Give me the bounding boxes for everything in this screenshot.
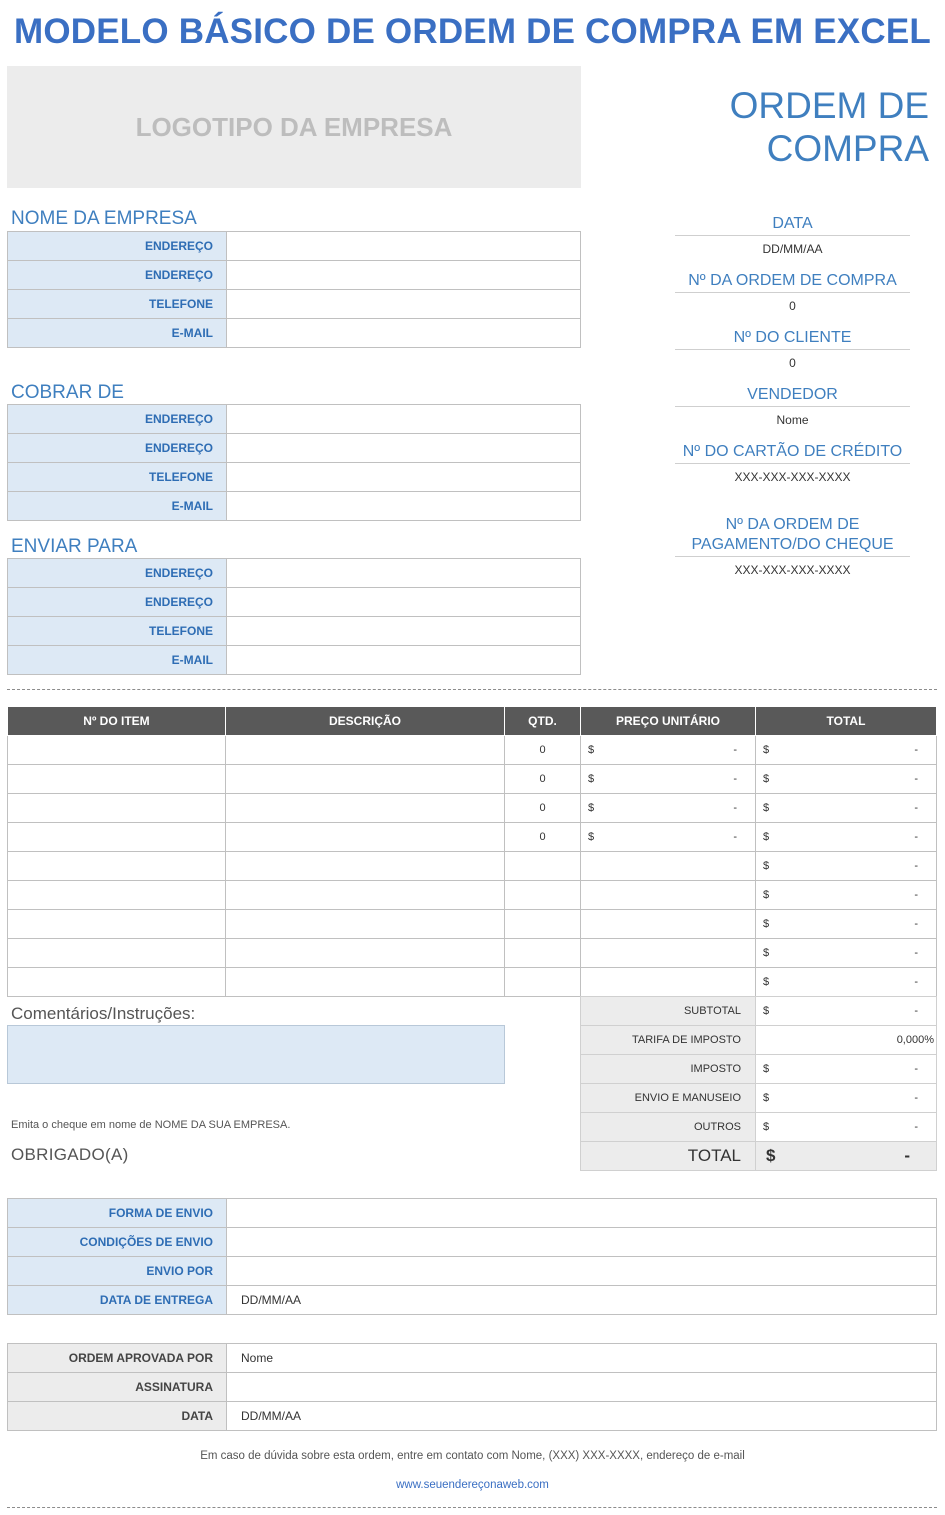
table-row	[8, 910, 937, 939]
tax-rate-label: TARIFA DE IMPOSTO	[581, 1026, 756, 1055]
quantity-cell[interactable]	[505, 881, 581, 910]
ship-email-label: E-MAIL	[8, 646, 227, 675]
check-number-label-line1: Nº DA ORDEM DE	[725, 516, 860, 533]
line-total-cell: $ -	[756, 765, 937, 794]
unit-price-cell[interactable]: $ -	[581, 823, 756, 852]
unit-price-cell[interactable]: $ -	[581, 736, 756, 765]
date-label: DATA	[675, 214, 910, 236]
company-phone-field[interactable]	[227, 290, 581, 319]
grand-total-label: TOTAL	[581, 1142, 756, 1171]
approved-by-label: ORDEM APROVADA POR	[8, 1344, 227, 1373]
items-body	[8, 736, 937, 997]
description-cell[interactable]	[226, 852, 505, 881]
grand-total-value: $ -	[756, 1142, 937, 1171]
tax-label: IMPOSTO	[581, 1055, 756, 1084]
description-cell[interactable]	[226, 823, 505, 852]
item-number-cell[interactable]	[8, 968, 226, 997]
quantity-cell[interactable]: 0	[505, 765, 581, 794]
quantity-cell[interactable]: 0	[505, 736, 581, 765]
shipping-terms-field[interactable]	[227, 1228, 937, 1257]
bill-email-field[interactable]	[227, 492, 581, 521]
table-row	[8, 823, 937, 852]
bill-address2-label: ENDEREÇO	[8, 434, 227, 463]
company-address-field[interactable]	[227, 232, 581, 261]
check-number-label-line2: PAGAMENTO/DO CHEQUE	[691, 536, 894, 553]
side-po-block	[675, 271, 910, 313]
side-client-block	[675, 328, 910, 370]
table-row	[8, 794, 937, 823]
shipping-handling-value[interactable]: $ -	[756, 1084, 937, 1113]
description-cell[interactable]	[226, 881, 505, 910]
page-title: MODELO BÁSICO DE ORDEM DE COMPRA EM EXCEL	[14, 12, 931, 51]
table-row	[8, 765, 937, 794]
item-number-cell[interactable]	[8, 881, 226, 910]
bill-phone-label: TELEFONE	[8, 463, 227, 492]
delivery-date-field[interactable]: DD/MM/AA	[227, 1286, 937, 1315]
shipped-by-label: ENVIO POR	[8, 1257, 227, 1286]
description-cell[interactable]	[226, 968, 505, 997]
side-seller-block	[675, 385, 910, 427]
company-info-table	[7, 231, 581, 348]
check-number-label	[675, 515, 910, 557]
side-check-block	[675, 515, 910, 577]
website-link[interactable]: www.seuendereçonaweb.com	[396, 1479, 549, 1491]
bill-address-field[interactable]	[227, 405, 581, 434]
shipping-method-label: FORMA DE ENVIO	[8, 1199, 227, 1228]
unit-price-cell[interactable]	[581, 968, 756, 997]
description-cell[interactable]	[226, 910, 505, 939]
ship-address-field[interactable]	[227, 559, 581, 588]
company-address2-field[interactable]	[227, 261, 581, 290]
item-number-cell[interactable]	[8, 765, 226, 794]
shipping-handling-label: ENVIO E MANUSEIO	[581, 1084, 756, 1113]
approval-table	[7, 1343, 937, 1431]
company-logo-placeholder	[7, 66, 581, 188]
side-card-block	[675, 442, 910, 484]
delivery-date-label: DATA DE ENTREGA	[8, 1286, 227, 1315]
date-value[interactable]: DD/MM/AA	[762, 242, 823, 256]
item-number-cell[interactable]	[8, 910, 226, 939]
description-cell[interactable]	[226, 939, 505, 968]
description-cell[interactable]	[226, 765, 505, 794]
shipping-terms-label: CONDIÇÕES DE ENVIO	[8, 1228, 227, 1257]
quantity-cell[interactable]	[505, 910, 581, 939]
ship-to-table	[7, 558, 581, 675]
ship-phone-label: TELEFONE	[8, 617, 227, 646]
line-total-cell: $ -	[756, 910, 937, 939]
shipping-table	[7, 1198, 937, 1315]
payment-note: Emita o cheque em nome de NOME DA SUA EMPRESA.	[11, 1119, 291, 1131]
totals-table	[580, 996, 937, 1171]
bill-to-heading: COBRAR DE	[11, 382, 124, 403]
table-row	[8, 736, 937, 765]
quantity-cell[interactable]: 0	[505, 823, 581, 852]
description-cell[interactable]	[226, 794, 505, 823]
po-number-value[interactable]: 0	[789, 299, 796, 313]
side-date-block	[675, 214, 910, 256]
item-number-cell[interactable]	[8, 852, 226, 881]
po-number-label: Nº DA ORDEM DE COMPRA	[675, 271, 910, 293]
subtotal-label: SUBTOTAL	[581, 997, 756, 1026]
company-address-label: ENDEREÇO	[8, 232, 227, 261]
unit-price-cell[interactable]	[581, 852, 756, 881]
bill-to-table	[7, 404, 581, 521]
table-row	[8, 939, 937, 968]
company-phone-label: TELEFONE	[8, 290, 227, 319]
item-number-cell[interactable]	[8, 794, 226, 823]
bill-phone-field[interactable]	[227, 463, 581, 492]
contact-footer: Em caso de dúvida sobre esta ordem, entre em contato com Nome, (XXX) XXX-XXXX, endereço de e-mail	[200, 1450, 745, 1462]
comments-input[interactable]	[7, 1025, 505, 1084]
unit-price-cell[interactable]	[581, 939, 756, 968]
table-row	[8, 852, 937, 881]
quantity-header: QTD.	[505, 707, 581, 736]
bill-address-label: ENDEREÇO	[8, 405, 227, 434]
company-email-label: E-MAIL	[8, 319, 227, 348]
approved-by-field[interactable]: Nome	[227, 1344, 937, 1373]
ship-address2-field[interactable]	[227, 588, 581, 617]
quantity-cell[interactable]	[505, 852, 581, 881]
signature-label: ASSINATURA	[8, 1373, 227, 1402]
line-total-cell: $ -	[756, 852, 937, 881]
ship-address-label: ENDEREÇO	[8, 559, 227, 588]
ship-address2-label: ENDEREÇO	[8, 588, 227, 617]
bill-address2-field[interactable]	[227, 434, 581, 463]
quantity-cell[interactable]: 0	[505, 794, 581, 823]
thank-you-text: OBRIGADO(A)	[11, 1145, 129, 1164]
other-label: OUTROS	[581, 1113, 756, 1142]
item-number-cell[interactable]	[8, 939, 226, 968]
description-header: DESCRIÇÃO	[226, 707, 505, 736]
item-number-cell[interactable]	[8, 736, 226, 765]
check-number-value[interactable]: XXX-XXX-XXX-XXXX	[734, 563, 851, 577]
subtotal-value: $ -	[756, 997, 937, 1026]
approval-date-field[interactable]: DD/MM/AA	[227, 1402, 937, 1431]
ship-email-field[interactable]	[227, 646, 581, 675]
credit-card-value[interactable]: XXX-XXX-XXX-XXXX	[734, 470, 851, 484]
other-value[interactable]: $ -	[756, 1113, 937, 1142]
company-name-heading: NOME DA EMPRESA	[11, 208, 197, 229]
unit-price-cell[interactable]: $ -	[581, 794, 756, 823]
items-table	[7, 706, 937, 997]
company-address2-label: ENDEREÇO	[8, 261, 227, 290]
item-number-header: Nº DO ITEM	[8, 707, 226, 736]
total-header: TOTAL	[756, 707, 937, 736]
tax-value: $ -	[756, 1055, 937, 1084]
approval-date-label: DATA	[8, 1402, 227, 1431]
shipped-by-field[interactable]	[227, 1257, 937, 1286]
line-total-cell: $ -	[756, 881, 937, 910]
ship-to-heading: ENVIAR PARA	[11, 536, 138, 557]
description-cell[interactable]	[226, 736, 505, 765]
line-total-cell: $ -	[756, 823, 937, 852]
unit-price-header: PREÇO UNITÁRIO	[581, 707, 756, 736]
table-row	[8, 968, 937, 997]
quantity-cell[interactable]	[505, 968, 581, 997]
client-number-label: Nº DO CLIENTE	[675, 328, 910, 350]
document-title-line1: ORDEM DE	[729, 85, 929, 126]
bottom-divider	[7, 1507, 937, 1508]
ship-phone-field[interactable]	[227, 617, 581, 646]
item-number-cell[interactable]	[8, 823, 226, 852]
unit-price-cell[interactable]	[581, 881, 756, 910]
document-title-line2: COMPRA	[766, 128, 929, 169]
quantity-cell[interactable]	[505, 939, 581, 968]
divider	[7, 689, 937, 690]
table-row	[8, 881, 937, 910]
line-total-cell: $ -	[756, 794, 937, 823]
client-number-value[interactable]: 0	[789, 356, 796, 370]
credit-card-label: Nº DO CARTÃO DE CRÉDITO	[675, 442, 910, 464]
document-title	[669, 84, 929, 170]
comments-label: Comentários/Instruções:	[11, 1004, 196, 1023]
line-total-cell: $ -	[756, 939, 937, 968]
seller-label: VENDEDOR	[675, 385, 910, 407]
unit-price-cell[interactable]: $ -	[581, 765, 756, 794]
signature-field[interactable]	[227, 1373, 937, 1402]
line-total-cell: $ -	[756, 736, 937, 765]
bill-email-label: E-MAIL	[8, 492, 227, 521]
unit-price-cell[interactable]	[581, 910, 756, 939]
logo-text: LOGOTIPO DA EMPRESA	[135, 111, 453, 142]
line-total-cell: $ -	[756, 968, 937, 997]
company-email-field[interactable]	[227, 319, 581, 348]
seller-value[interactable]: Nome	[776, 413, 809, 427]
shipping-method-field[interactable]	[227, 1199, 937, 1228]
tax-rate-value[interactable]: 0,000%	[756, 1026, 937, 1055]
